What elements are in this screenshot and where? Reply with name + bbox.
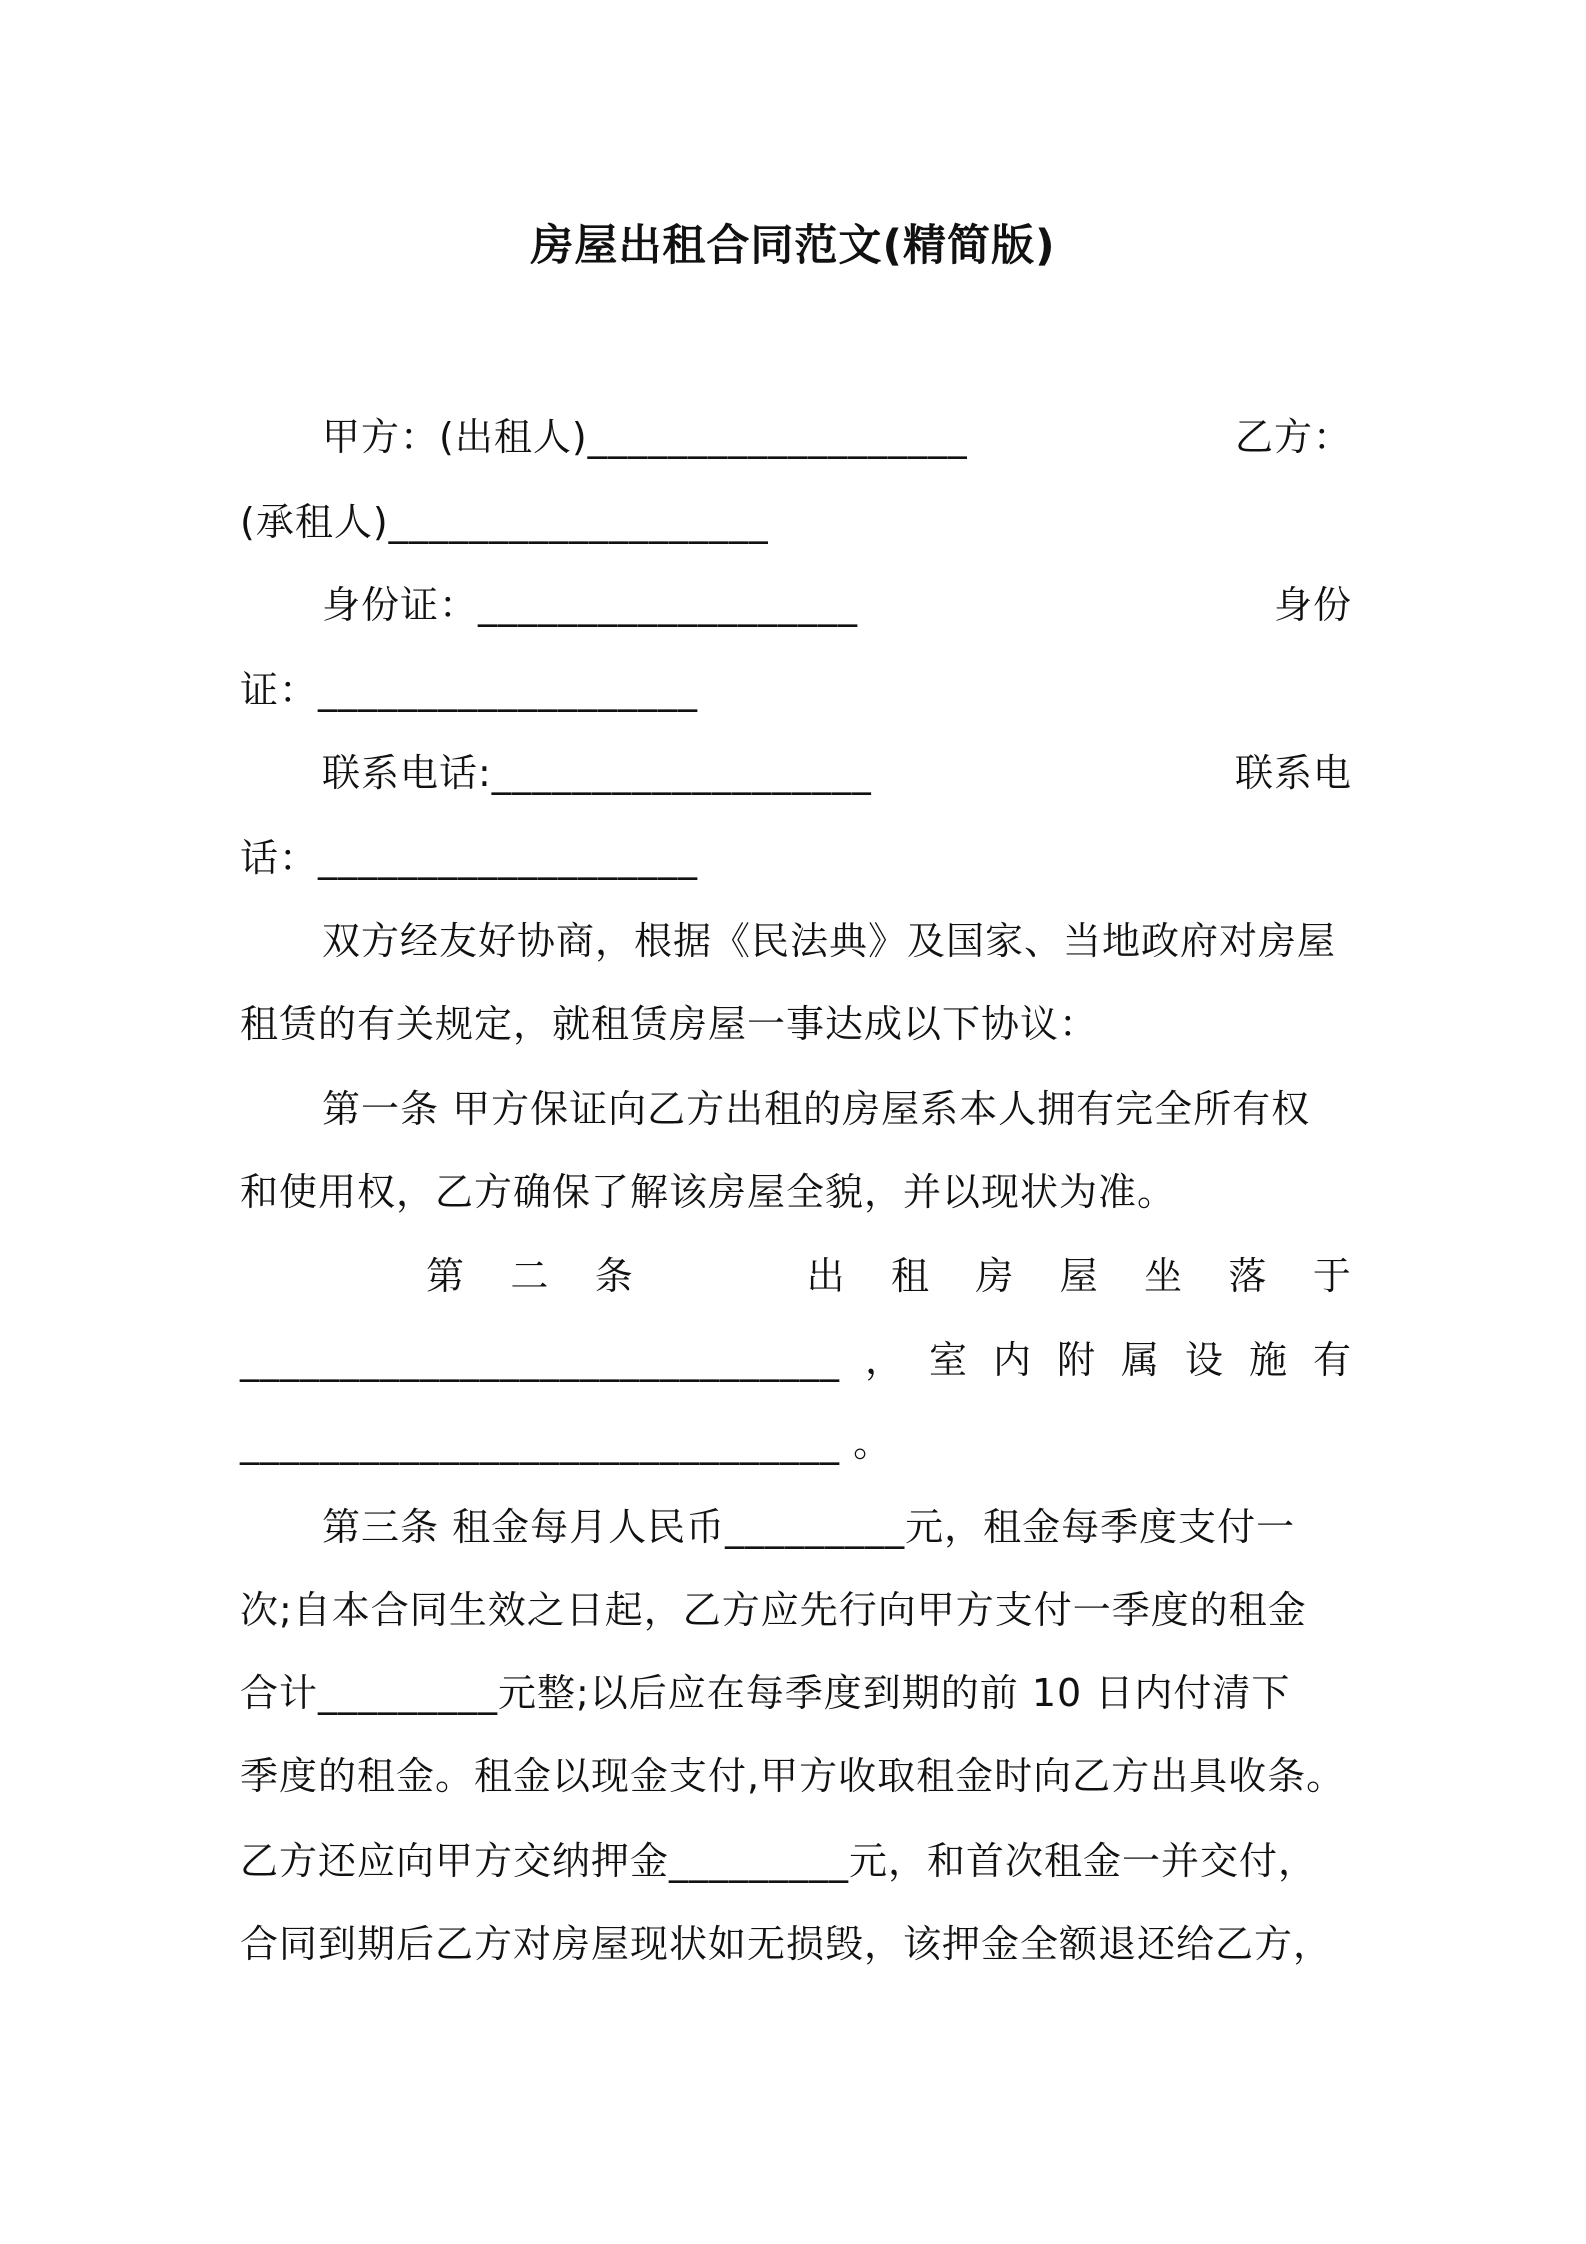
article-3-line: 季度的租金。租金以现金支付,甲方收取租金时向乙方出具收条。 [240,1754,1346,1798]
location-blank: ______________________________ [240,1338,840,1382]
id-line [240,575,1352,635]
article-2-char: 附 [1056,1338,1096,1382]
article-3-line: 乙方还应向甲方交纳押金_________元，和首次租金一并交付， [240,1839,1318,1883]
party-b-field: (承租人)___________________ [240,500,769,544]
article-2-char: 出 [806,1254,846,1298]
article-3-line: 次;自本合同生效之日起，乙方应先行向甲方支付一季度的租金 [240,1588,1307,1632]
party-line [240,407,1352,467]
article-2-char: 房 [975,1254,1015,1298]
article-2-char: 屋 [1059,1254,1099,1298]
article-2-char: 于 [1312,1254,1352,1298]
article-2-char: 内 [992,1338,1032,1382]
article-2-char: 条 [594,1254,634,1298]
document-title: 房屋出租合同范文(精简版) [530,221,1056,271]
party-b-label: 乙方： [1234,415,1352,459]
article-2-char: 租 [890,1254,930,1298]
article-2-char: 二 [510,1254,550,1298]
article-2-char: 设 [1184,1338,1224,1382]
article-2-char: 室 [928,1338,968,1382]
article-2-char: 坐 [1144,1254,1184,1298]
article-2-char: 落 [1228,1254,1268,1298]
phone-b-field: 话：___________________ [240,836,699,880]
article-2-char: ， [864,1338,904,1382]
article-2-char: 属 [1120,1338,1160,1382]
phone-line [240,743,1352,803]
article-2-char: 施 [1248,1338,1288,1382]
intro-paragraph-line: 租赁的有关规定，就租赁房屋一事达成以下协议： [240,1002,1099,1046]
phone-a-field: 联系电话:___________________ [322,751,872,795]
article-2-line-1 [240,1246,1352,1306]
article-3-line: 第三条 租金每月人民币_________元，租金每季度支付一 [322,1505,1296,1549]
intro-paragraph-line: 双方经友好协商，根据《民法典》及国家、当地政府对房屋 [322,919,1337,963]
id-b-label: 身份 [1273,583,1352,627]
facilities-blank: ______________________________ 。 [240,1421,893,1465]
party-a-field: 甲方：(出租人)___________________ [322,415,968,459]
article-3-line: 合同到期后乙方对房屋现状如无损毁，该押金全额退还给乙方， [240,1922,1333,1966]
phone-b-label: 联系电 [1234,751,1352,795]
article-2-char: 第 [426,1254,466,1298]
article-2-char: 有 [1312,1338,1352,1382]
id-b-field: 证：___________________ [240,668,699,712]
id-a-field: 身份证：___________________ [322,583,859,627]
article-3-line: 合计_________元整;以后应在每季度到期的前 10 日内付清下 [240,1671,1291,1715]
article-2-line-2 [240,1330,1352,1390]
article-1-line: 第一条 甲方保证向乙方出租的房屋系本人拥有完全所有权 [322,1087,1311,1131]
article-1-line: 和使用权，乙方确保了解该房屋全貌，并以现状为准。 [240,1170,1177,1214]
